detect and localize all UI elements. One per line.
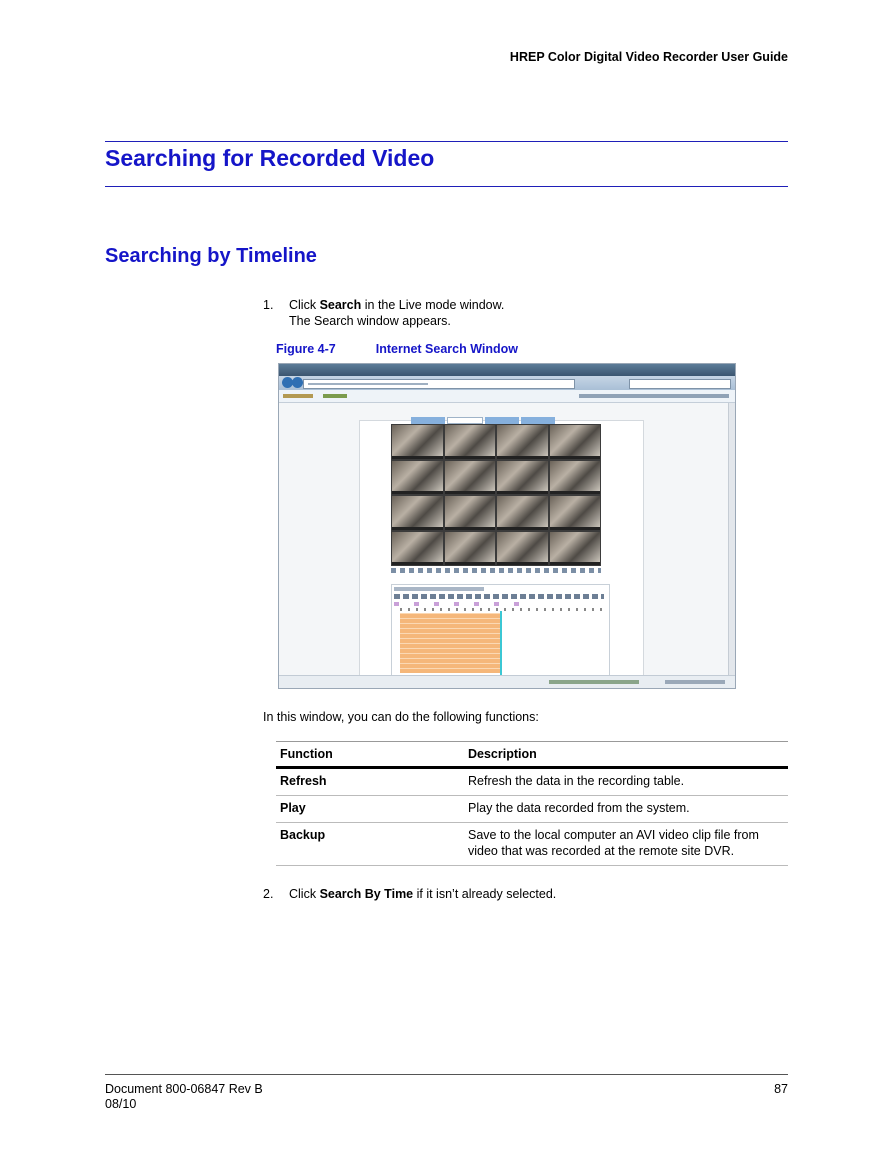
intro-text: In this window, you can do the following functions: bbox=[263, 710, 539, 724]
figure-title: Internet Search Window bbox=[375, 342, 519, 356]
running-header: HREP Color Digital Video Recorder User Guide bbox=[509, 50, 788, 64]
document-number: Document 800-06847 Rev B bbox=[105, 1082, 263, 1096]
step-result: The Search window appears. bbox=[289, 314, 451, 328]
description-cell: Save to the local computer an AVI video clip file from video that was recorded at the remote site DVR. bbox=[464, 823, 788, 866]
document-date: 08/10 bbox=[105, 1097, 137, 1111]
search-panel-header bbox=[394, 587, 484, 591]
search-panel-buttons bbox=[394, 594, 604, 599]
tab-information bbox=[521, 417, 555, 424]
table-header-row bbox=[276, 742, 788, 768]
description-cell: Play the data recorded from the system. bbox=[464, 796, 788, 823]
functions-table bbox=[276, 741, 788, 866]
column-header-function: Function bbox=[276, 742, 464, 768]
time-cursor bbox=[500, 611, 502, 675]
table-row bbox=[276, 823, 788, 866]
protected-mode-indicator bbox=[549, 680, 639, 684]
forward-icon bbox=[292, 377, 303, 388]
browser-scrollbar bbox=[728, 403, 735, 676]
figure-caption bbox=[276, 342, 518, 356]
section-rule-top bbox=[105, 141, 788, 142]
browser-search-field bbox=[629, 379, 731, 389]
page-number: 87 bbox=[774, 1082, 788, 1096]
function-cell: Play bbox=[276, 796, 464, 823]
subsection-title: Searching by Timeline bbox=[105, 245, 317, 267]
search-window-screenshot bbox=[278, 363, 736, 689]
playback-controls bbox=[391, 568, 601, 573]
search-by-time-panel bbox=[391, 584, 610, 678]
section-title: Searching for Recorded Video bbox=[105, 145, 435, 171]
tab-live bbox=[411, 417, 445, 424]
favorites-icon bbox=[283, 394, 313, 398]
step-text: Click Search in the Live mode window. bbox=[289, 298, 505, 312]
recording-type-legend bbox=[394, 602, 534, 606]
section-rule-bottom bbox=[105, 186, 788, 187]
function-cell: Backup bbox=[276, 823, 464, 866]
browser-status-bar bbox=[279, 675, 735, 688]
hour-scale bbox=[400, 608, 605, 611]
browser-address-bar bbox=[279, 376, 735, 390]
step-number: 1. bbox=[263, 298, 274, 312]
recording-table bbox=[400, 613, 500, 673]
dvr-mode-tabs bbox=[411, 411, 557, 419]
address-field bbox=[303, 379, 575, 389]
favorites-bar bbox=[279, 390, 735, 403]
step-number: 2. bbox=[263, 887, 274, 901]
column-header-description: Description bbox=[464, 742, 788, 768]
figure-label: Figure 4-7 bbox=[276, 342, 336, 356]
tab-search bbox=[447, 417, 483, 424]
description-cell: Refresh the data in the recording table. bbox=[464, 768, 788, 796]
footer-rule bbox=[105, 1074, 788, 1075]
browser-titlebar bbox=[279, 364, 735, 376]
table-row bbox=[276, 796, 788, 823]
zoom-indicator bbox=[665, 680, 725, 684]
footer-document-info bbox=[105, 1082, 263, 1112]
step-text: Click Search By Time if it isn’t already selected. bbox=[289, 887, 557, 901]
command-bar bbox=[579, 394, 729, 398]
camera-grid bbox=[391, 424, 601, 566]
table-row bbox=[276, 768, 788, 796]
function-cell: Refresh bbox=[276, 768, 464, 796]
tab-setup bbox=[485, 417, 519, 424]
